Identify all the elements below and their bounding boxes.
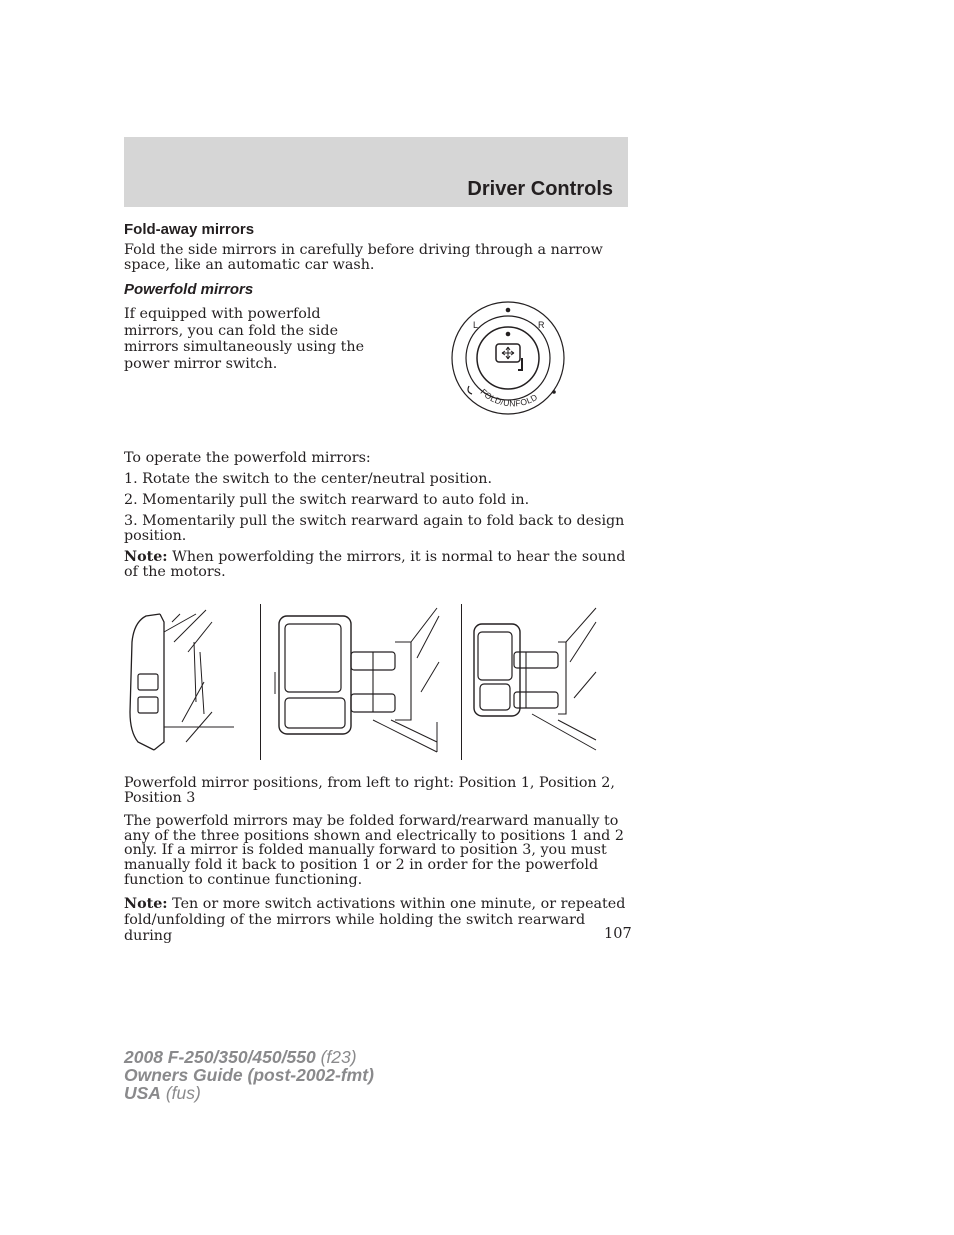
header-bar [124, 137, 628, 207]
step-2: 2. Momentarily pull the switch rearward to auto fold in. [124, 492, 530, 508]
section-intro: Fold the side mirrors in carefully before driving through a narrow space, like an automatic car wash. [124, 242, 603, 273]
page-content [124, 221, 628, 949]
note-2-text: Ten or more switch activations within one minute, or repeated fold/unfolding of the mirrors while holding the switch rearward during [124, 895, 626, 944]
note-2 [124, 896, 628, 944]
switch-label-left: L [473, 320, 479, 330]
mirror-positions-figure [124, 602, 628, 762]
intro-row [124, 305, 628, 451]
footer-market-code: (fus) [160, 1083, 201, 1103]
body-paragraph: The powerfold mirrors may be folded forward/rearward manually to any of the three positions shown and electrically to positions 1 and 2 only. If a mirror is folded manually forward to position 3, you must manually fold it back to position 1 or 2 in order for the powerfold function to continue functioning. [124, 813, 624, 888]
footer-market: USA [124, 1083, 161, 1103]
section-heading: Fold-away mirrors [124, 221, 255, 238]
note-2-label: Note: [124, 895, 168, 912]
note-1 [124, 550, 628, 580]
note-1-text: When powerfolding the mirrors, it is normal to hear the sound of the motors. [124, 549, 626, 580]
svg-text:FOLD/UNFOLD [478, 387, 539, 409]
footer [124, 1048, 374, 1102]
mirror-position-3 [462, 602, 602, 760]
step-3: 3. Momentarily pull the switch rearward again to fold back to design position. [124, 513, 625, 544]
mirror-position-2 [261, 602, 461, 760]
subsection-intro: If equipped with powerfold mirrors, you can fold the side mirrors simultaneously using the power mirror switch. [124, 306, 365, 372]
footer-model-code: (f23) [315, 1047, 357, 1067]
footer-model: 2008 F-250/350/450/550 [124, 1047, 316, 1067]
subsection-heading: Powerfold mirrors [124, 281, 254, 298]
fold-arrow-icon [468, 386, 472, 394]
mirror-position-1 [124, 602, 260, 760]
page-title: Driver Controls [467, 178, 613, 200]
steps-lead: To operate the powerfold mirrors: [124, 450, 371, 466]
step-1: 1. Rotate the switch to the center/neutral position. [124, 471, 493, 487]
fold-unfold-label: FOLD/UNFOLD [478, 386, 540, 409]
footer-guide: Owners Guide (post-2002-fmt) [124, 1065, 374, 1085]
note-1-label: Note: [124, 549, 168, 565]
switch-label-right: R [538, 320, 545, 330]
page-number: 107 [604, 926, 632, 942]
mirror-switch-illustration [438, 300, 578, 422]
figure-caption: Powerfold mirror positions, from left to right: Position 1, Position 2, Position 3 [124, 775, 615, 806]
